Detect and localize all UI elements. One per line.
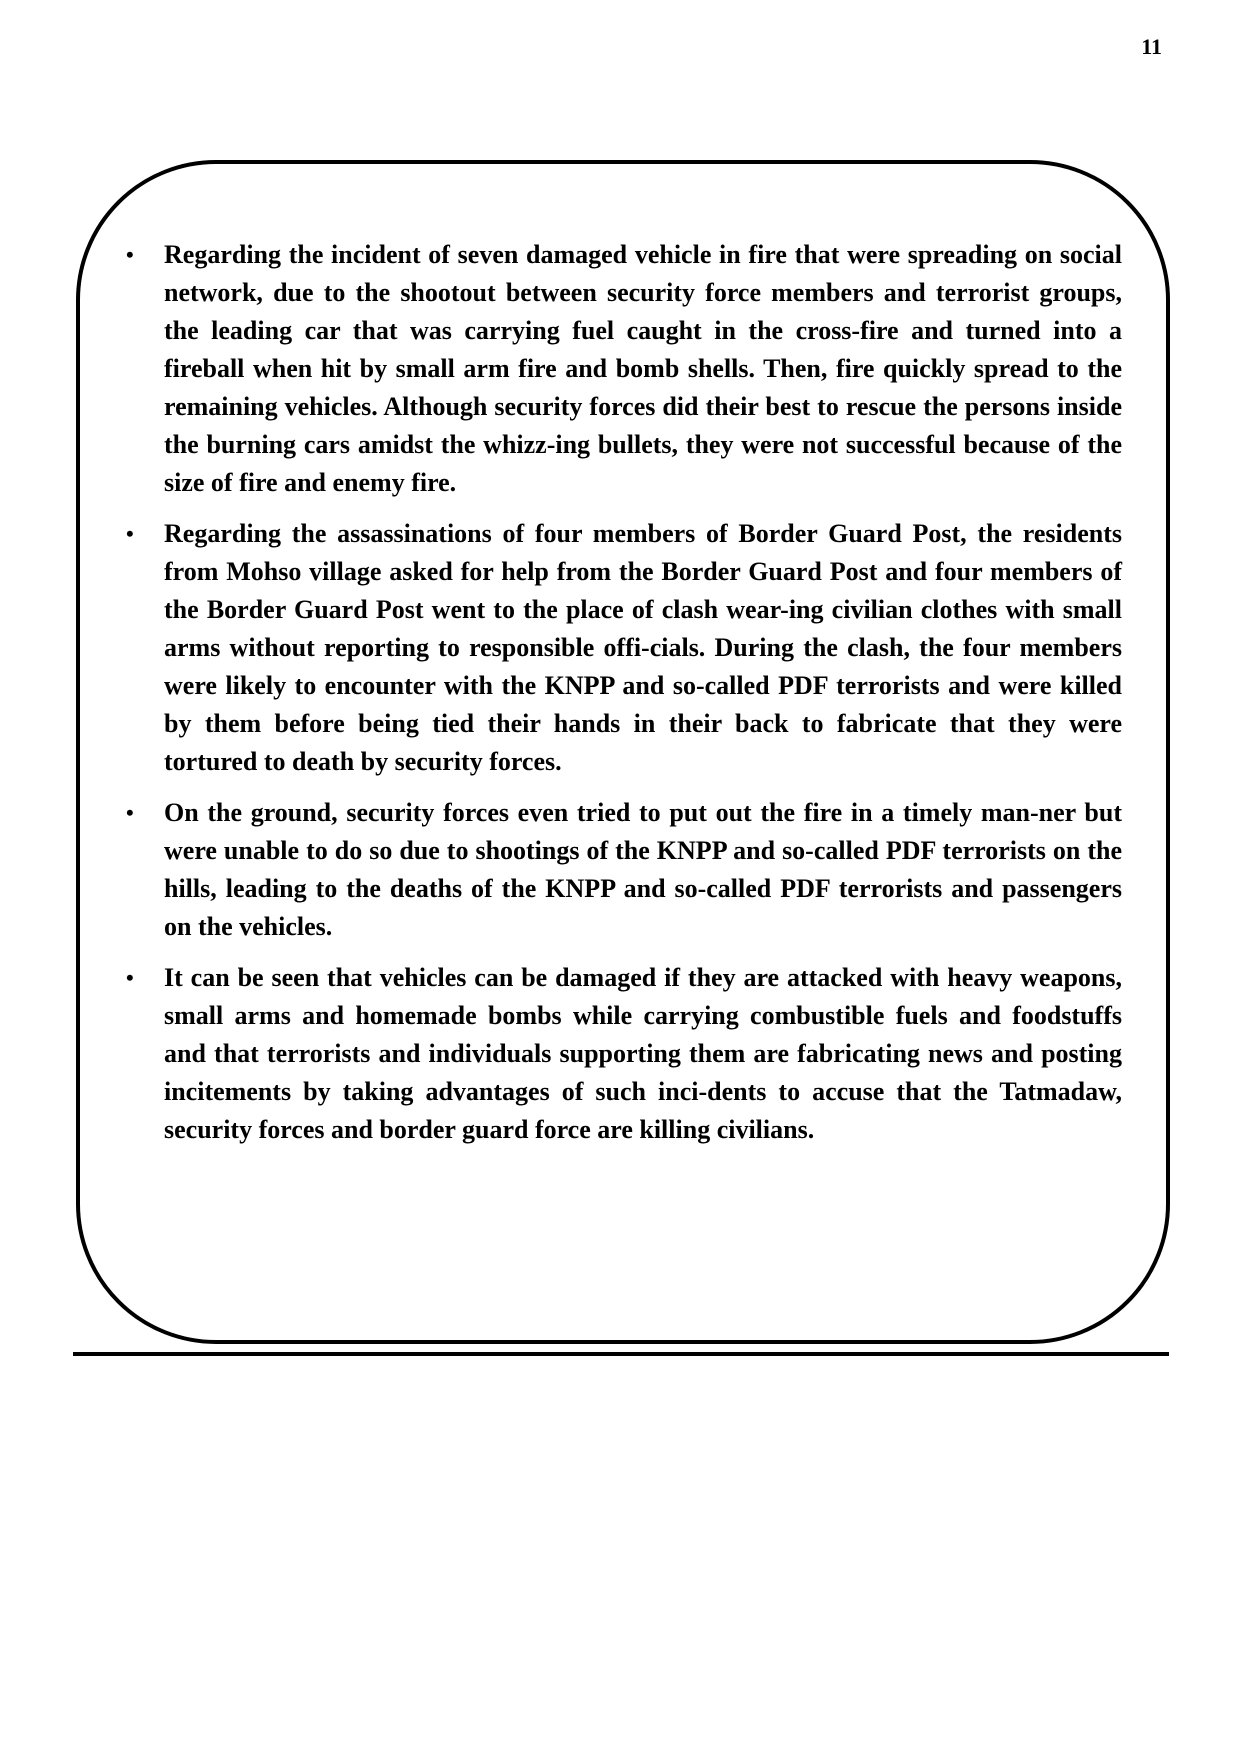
bullet-list: [126, 236, 1122, 1162]
bottom-rule: [73, 1352, 1169, 1356]
bullet-item: [126, 794, 1122, 946]
bullet-icon: •: [126, 800, 134, 825]
bullet-text: It can be seen that vehicles can be damaged if they are attacked with heavy weapons, small arms and homemade bombs while carrying combustible fuels and foodstuffs and that terrorists and individuals supporting them are fabricating news and posting incitements by taking advantages of such inci-dents to accuse that the Tatmadaw, security forces and border guard force are killing civilians.: [164, 963, 1122, 1144]
bullet-icon: •: [126, 521, 134, 546]
page-number: 11: [1141, 34, 1162, 59]
bullet-text: Regarding the incident of seven damaged vehicle in fire that were spreading on social network, due to the shootout between security force members and terrorist groups, the leading car that was carrying fuel caught in the cross-fire and turned into a fireball when hit by small arm fire and bomb shells. Then, fire quickly spread to the remaining vehicles. Although security forces did their best to rescue the persons inside the burning cars amidst the whizz-ing bullets, they were not successful because of the size of fire and enemy fire.: [164, 240, 1122, 497]
bullet-item: [126, 515, 1122, 781]
bullet-item: [126, 236, 1122, 502]
bullet-icon: •: [126, 965, 134, 990]
bullet-icon: •: [126, 242, 134, 267]
bullet-item: [126, 959, 1122, 1149]
bullet-text: On the ground, security forces even tried to put out the fire in a timely man-ner but were unable to do so due to shootings of the KNPP and so-called PDF terrorists on the hills, leading to the deaths of the KNPP and so-called PDF terrorists and passengers on the vehicles.: [164, 798, 1122, 941]
bullet-text: Regarding the assassinations of four members of Border Guard Post, the residents from Mohso village asked for help from the Border Guard Post and four members of the Border Guard Post went to the place of clash wear-ing civilian clothes with small arms without reporting to responsible offi-cials. During the clash, the four members were likely to encounter with the KNPP and so-called PDF terrorists and were killed by them before being tied their hands in their back to fabricate that they were tortured to death by security forces.: [164, 519, 1122, 776]
